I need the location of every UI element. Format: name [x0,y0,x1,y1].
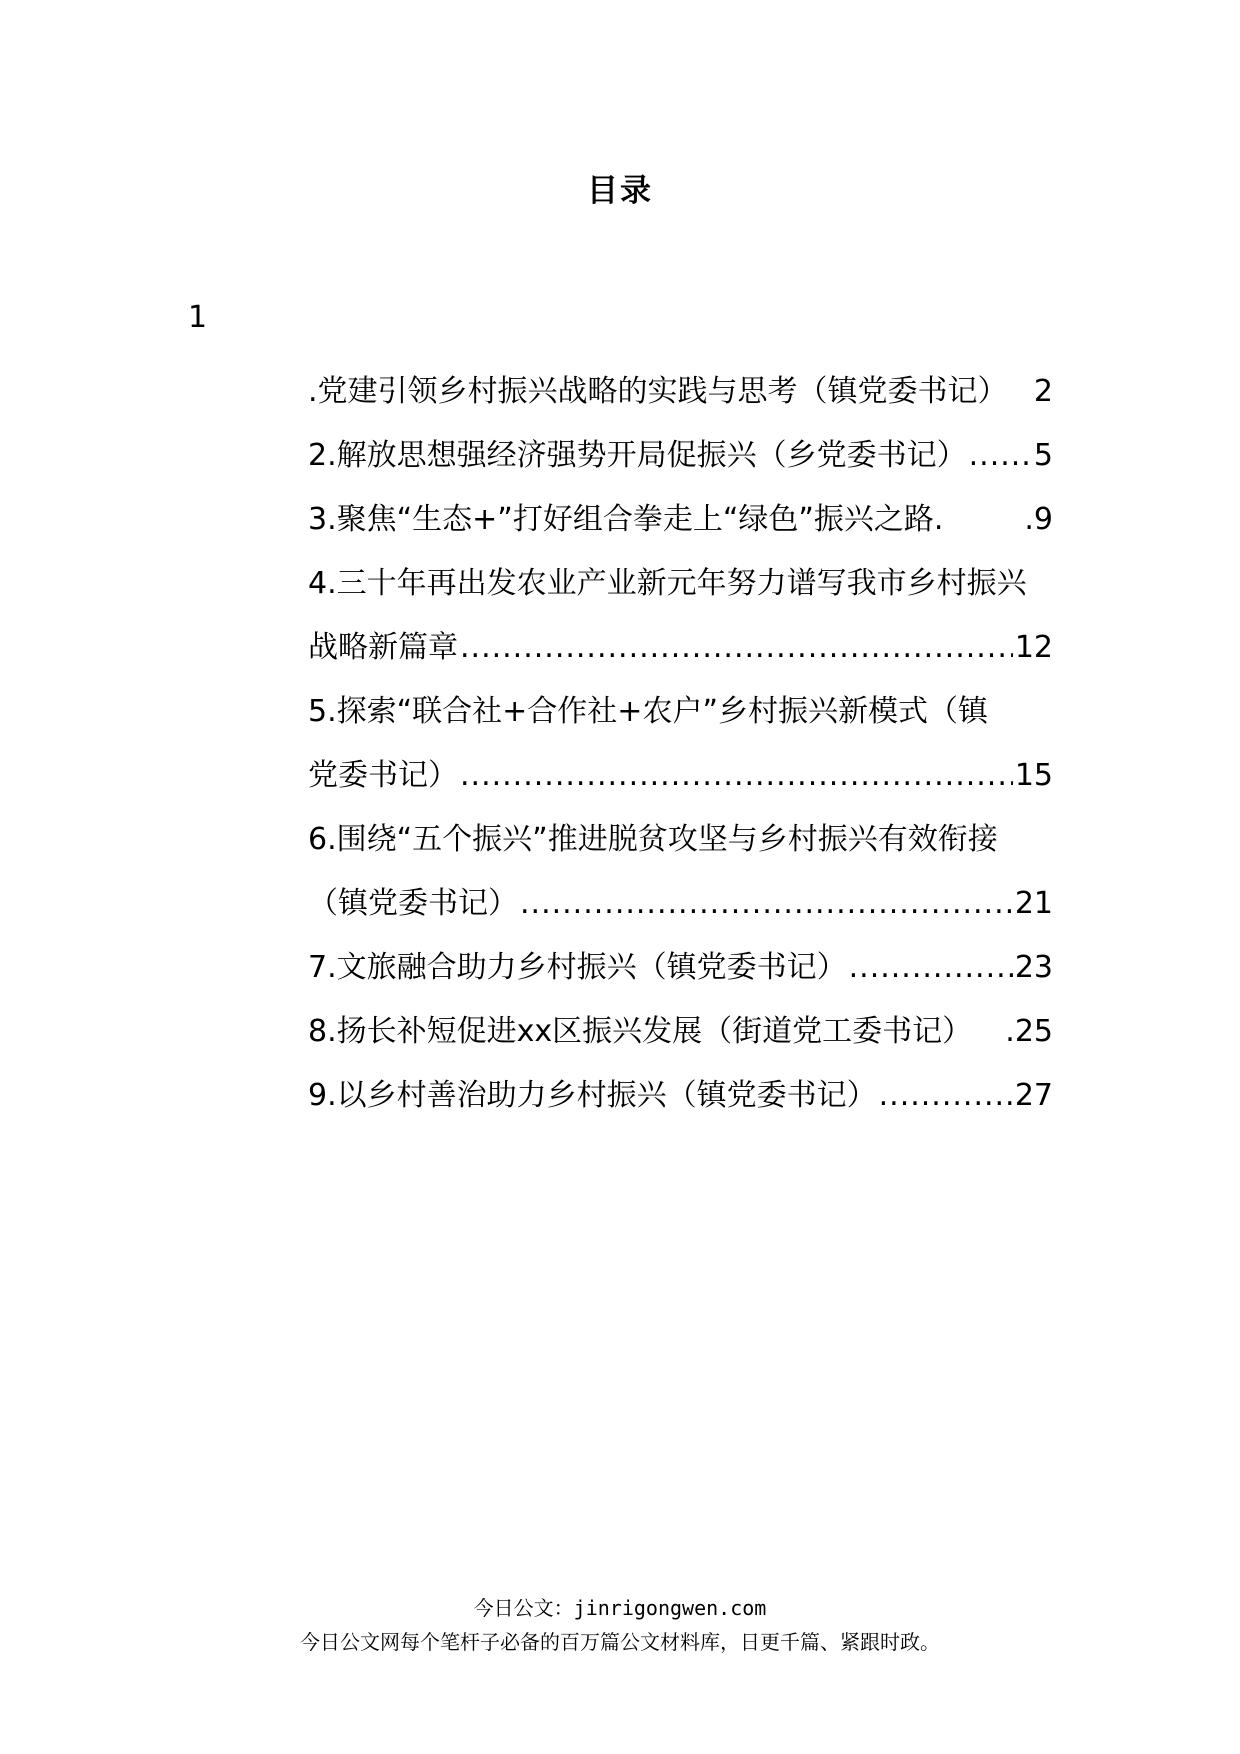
toc-entry-page: 23 [1014,950,1053,985]
toc-dot-leader [460,616,1013,680]
toc-entry-text: 6.围绕“五个振兴”推进脱贫攻坚与乡村振兴有效衔接 [308,822,998,857]
toc-entry-2[interactable] [308,424,1053,488]
toc-entry-6[interactable] [308,808,1053,872]
section-number: 1 [188,300,208,335]
toc-dot-leader [849,936,1013,1000]
toc-entry-7[interactable] [308,936,1053,1000]
toc-entry-3[interactable] [308,488,1053,552]
toc-entry-9[interactable] [308,1064,1053,1128]
toc-entry-1[interactable] [308,360,1053,424]
toc-dot-leader [520,872,1013,936]
toc-entry-text: 7.文旅融合助力乡村振兴（镇党委书记） [308,950,847,985]
toc-entry-page: 5 [1033,438,1053,473]
toc-entry-page: 21 [1014,886,1053,921]
toc-entry-page: .9 [1024,502,1053,537]
toc-entry-4-continued[interactable] [308,616,1053,680]
toc-entry-text: 战略新篇章 [308,630,458,665]
table-of-contents [308,360,1053,1128]
toc-entry-5[interactable] [308,680,1053,744]
footer-site-label: 今日公文： [473,1596,574,1620]
toc-entry-text: （镇党委书记） [308,886,518,921]
toc-entry-8[interactable] [308,1000,1053,1064]
toc-entry-text: .党建引领乡村振兴战略的实践与思考（镇党委书记） [308,374,1008,409]
toc-entry-page: 27 [1014,1078,1053,1113]
page-title: 目录 [587,173,653,209]
toc-entry-text: 3.聚焦“生态+”打好组合拳走上“绿色”振兴之路. [308,502,944,537]
toc-dot-leader [879,1064,1013,1128]
toc-entry-text: 2.解放思想强经济强势开局促振兴（乡党委书记） [308,438,967,473]
footer-site-url[interactable]: jinrigongwen.com [573,1596,767,1620]
toc-entry-page: 12 [1014,630,1053,665]
toc-entry-text: 5.探索“联合社+合作社+农户”乡村振兴新模式（镇 [308,694,988,729]
footer-slogan: 今日公文网每个笔杆子必备的百万篇公文材料库，日更千篇、紧跟时政。 [300,1630,940,1654]
toc-entry-text: 党委书记） [308,758,458,793]
toc-entry-5-continued[interactable] [308,744,1053,808]
toc-entry-4[interactable] [308,552,1053,616]
toc-entry-text: 9.以乡村善治助力乡村振兴（镇党委书记） [308,1078,877,1113]
toc-dot-leader [460,744,1013,808]
toc-dot-leader [969,424,1032,488]
footer-site [0,1592,1240,1621]
toc-entry-text: 4.三十年再出发农业产业新元年努力谱写我市乡村振兴 [308,566,1027,601]
toc-entry-text: 8.扬长补短促进xx区振兴发展（街道党工委书记） [308,1014,973,1049]
toc-entry-page: 15 [1014,758,1053,793]
toc-entry-page: 2 [1033,374,1053,409]
toc-entry-6-continued[interactable] [308,872,1053,936]
toc-entry-page: .25 [1005,1014,1053,1049]
